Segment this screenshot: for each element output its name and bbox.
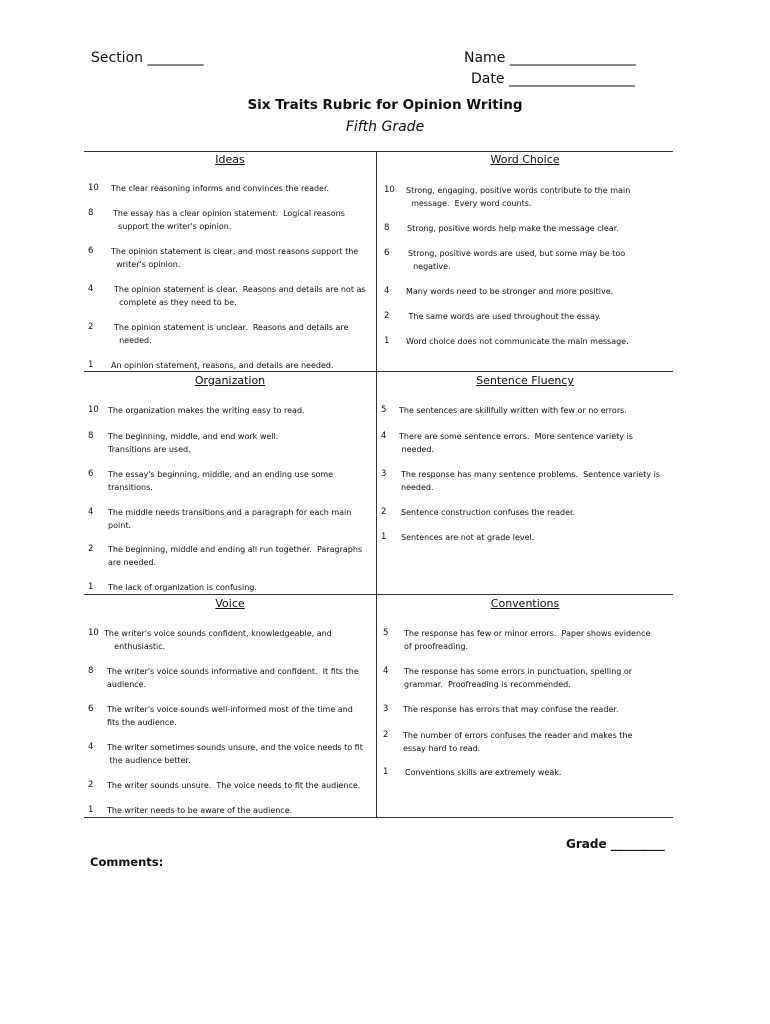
descriptor: The response has few or minor errors. Paper shows evidence of proofreading. [404,629,651,651]
comments-label: Comments: [90,855,164,869]
row-divider-2 [84,594,673,595]
descriptor: The response has many sentence problems. Sentence variety is needed. [401,470,661,492]
score: 2 [88,322,94,332]
descriptor: The response has some errors in punctuation, spelling or grammar. Proofreading is recommended. [404,667,633,689]
score: 10 [88,405,99,415]
descriptor: The writer sometimes sounds unsure, and the voice needs to fit the audience better. [107,743,363,765]
score: 1 [383,767,389,777]
descriptor: The writer's voice sounds well-informed most of the time and fits the audience. [107,705,353,727]
heading-organization: Organization [194,374,266,387]
heading-word-choice: Word Choice [490,153,560,166]
descriptor: The opinion statement is unclear. Reasons and details are needed. [114,323,349,345]
score: 4 [88,742,94,752]
descriptor: The opinion statement is clear. Reasons and details are not as complete as they need to be. [114,285,366,307]
descriptor: The number of errors confuses the reader and makes the essay hard to read. [403,731,633,753]
column-divider [376,151,377,817]
descriptor: The clear reasoning informs and convinces the reader. [111,184,330,193]
descriptor: The opinion statement is clear, and most reasons support the writer's opinion. [111,247,359,269]
descriptor: Sentences are not at grade level. [401,533,535,542]
row-divider-3 [84,817,673,818]
score: 2 [383,730,389,740]
score: 8 [384,223,390,233]
score: 1 [88,360,94,370]
score: 3 [381,469,387,479]
score: 1 [88,805,94,815]
rubric-title: Six Traits Rubric for Opinion Writing [247,97,523,113]
descriptor: The organization makes the writing easy to read. [108,406,305,415]
descriptor: The middle needs transitions and a paragraph for each main point. [108,508,352,530]
score: 4 [381,431,387,441]
heading-conventions: Conventions [490,597,560,610]
descriptor: The writer needs to be aware of the audience. [107,806,293,815]
heading-sentence-fluency: Sentence Fluency [476,374,574,387]
score: 6 [88,246,94,256]
score: 2 [381,507,387,517]
rubric-subtitle: Fifth Grade [345,119,425,135]
score: 4 [88,284,94,294]
section-field: Section ________ [91,50,204,66]
descriptor: Strong, engaging, positive words contribute to the main message. Every word counts. [406,186,631,208]
descriptor: The essay has a clear opinion statement. Logical reasons support the writer's opinion. [113,209,345,231]
descriptor: The writer's voice sounds informative and confident. It fits the audience. [107,667,359,689]
score: 6 [88,704,94,714]
date-field: Date __________________ [471,71,635,87]
descriptor: The essay's beginning, middle, and an ending use some transitions. [108,470,334,492]
score: 8 [88,666,94,676]
heading-voice: Voice [215,597,245,610]
descriptor: Strong, positive words are used, but some may be too negative. [408,249,626,271]
descriptor: Word choice does not communicate the main message. [406,337,629,346]
score: 4 [384,286,390,296]
descriptor: The sentences are skillfully written with few or no errors. [399,406,627,415]
score: 4 [383,666,389,676]
score: 2 [88,544,94,554]
descriptor: An opinion statement, reasons, and details are needed. [111,361,334,370]
score: 5 [381,405,387,415]
score: 2 [88,780,94,790]
descriptor: Strong, positive words help make the message clear. [407,224,619,233]
score: 1 [384,336,390,346]
score: 6 [384,248,390,258]
score: 2 [384,311,390,321]
descriptor: The beginning, middle, and end work well. Transitions are used. [108,432,279,454]
grade-field: Grade _________ [566,837,665,851]
score: 1 [381,532,387,542]
descriptor: Many words need to be stronger and more positive. [406,287,614,296]
score: 8 [88,208,94,218]
score: 10 [384,185,395,195]
score: 5 [383,628,389,638]
score: 1 [88,582,94,592]
score: 3 [383,704,389,714]
descriptor: The beginning, middle and ending all run together. Paragraphs are needed. [108,545,363,567]
descriptor: The writer sounds unsure. The voice needs to fit the audience. [107,781,361,790]
score: 10 [88,628,99,638]
score: 10 [88,183,99,193]
descriptor: There are some sentence errors. More sentence variety is needed. [399,432,633,454]
name-field: Name __________________ [464,50,636,66]
score: 4 [88,507,94,517]
descriptor: The same words are used throughout the essay. [406,312,601,321]
descriptor: The lack of organization is confusing. [108,583,257,592]
descriptor: The writer's voice sounds confident, knowledgeable, and enthusiastic. [104,629,332,651]
score: 8 [88,431,94,441]
descriptor: Sentence construction confuses the reader. [401,508,576,517]
heading-ideas: Ideas [215,153,245,166]
score: 6 [88,469,94,479]
descriptor: Conventions skills are extremely weak. [405,768,562,777]
descriptor: The response has errors that may confuse the reader. [403,705,619,714]
